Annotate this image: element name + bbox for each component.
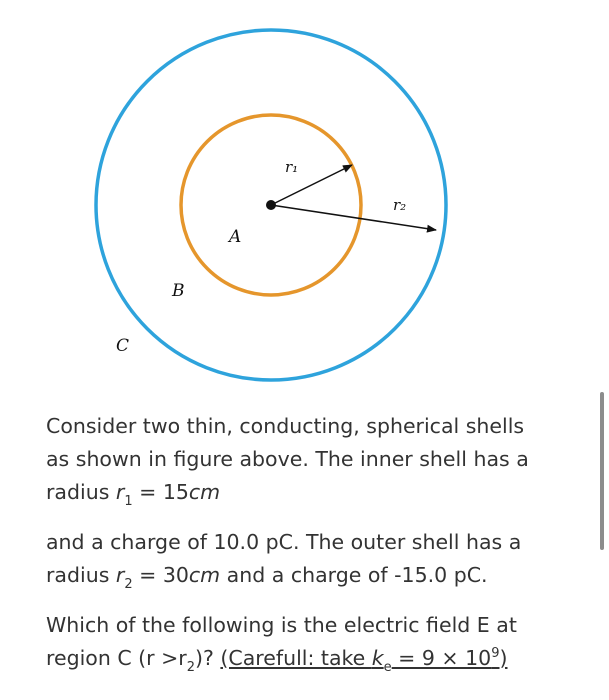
- text-line: radius: [46, 563, 116, 587]
- text-line: )?: [195, 646, 221, 670]
- region-c-label: C: [116, 336, 130, 356]
- text-line: Which of the following is the electric field E at: [46, 613, 517, 637]
- region-b-label: B: [172, 281, 185, 301]
- ke-subscript: e: [383, 660, 392, 675]
- r1-unit: cm: [188, 480, 221, 504]
- r1-arrow: [271, 165, 352, 205]
- careful-note: [220, 646, 508, 675]
- text-line: radius: [46, 480, 116, 504]
- text-line: region C (r >r: [46, 646, 187, 670]
- r2-symbol: r: [115, 563, 125, 587]
- scrollbar-thumb[interactable]: [600, 392, 604, 550]
- text-line: and a charge of 10.0 pC. The outer shell has a: [46, 530, 522, 554]
- ke-value: = 9 × 10: [391, 646, 492, 670]
- paragraph-question: [46, 609, 591, 678]
- region-a-label: A: [229, 227, 242, 247]
- r1-value: = 15: [132, 480, 189, 504]
- r2-unit: cm: [188, 563, 221, 587]
- paragraph-intro: [46, 410, 591, 512]
- careful-close: ): [499, 646, 508, 670]
- r1-symbol: r: [115, 480, 125, 504]
- ke-exponent: 9: [491, 646, 500, 661]
- text-line: and a charge of -15.0 pC.: [220, 563, 488, 587]
- r1-label: r₁: [285, 158, 299, 176]
- careful-text: (Carefull: take: [220, 646, 372, 670]
- paragraph-charges: [46, 526, 591, 595]
- problem-text: [46, 410, 591, 678]
- r2-value: = 30: [132, 563, 189, 587]
- text-line: Consider two thin, conducting, spherical shells: [46, 414, 525, 438]
- r2-subscript: 2: [186, 660, 196, 675]
- r2-subscript: 2: [124, 577, 133, 592]
- text-line: as shown in figure above. The inner shell has a: [46, 447, 529, 471]
- r2-label: r₂: [393, 196, 407, 214]
- r1-subscript: 1: [124, 494, 133, 509]
- r2-arrow: [271, 205, 436, 230]
- ke-symbol: k: [371, 646, 384, 670]
